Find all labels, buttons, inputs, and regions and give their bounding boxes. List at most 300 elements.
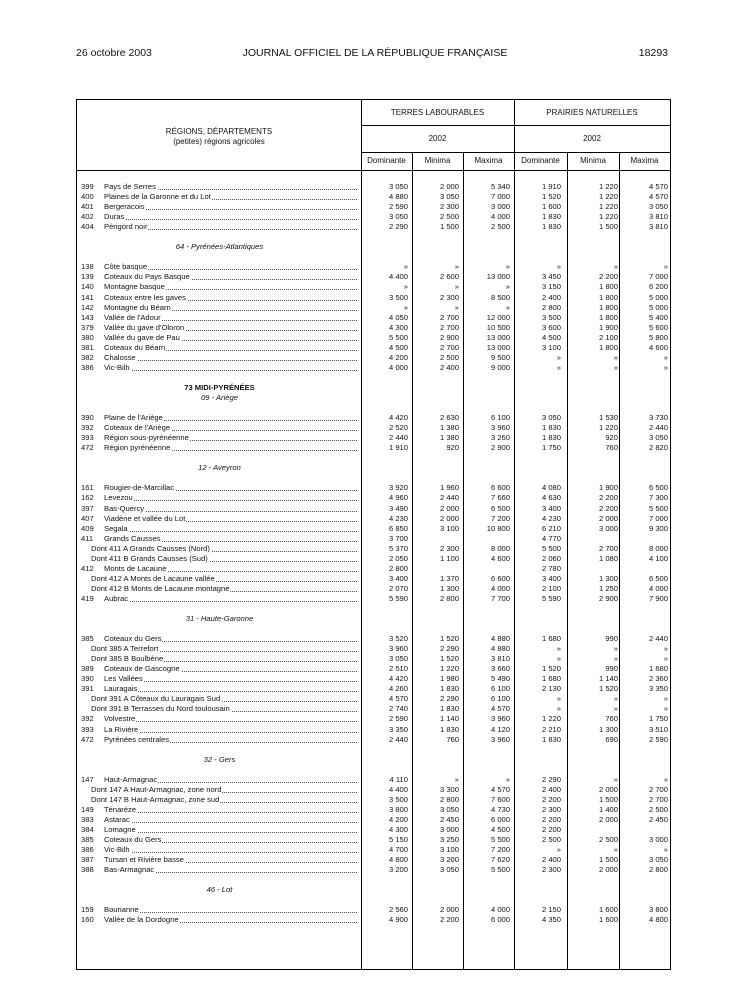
value-cell: 3 490 (388, 503, 408, 513)
value-cell: » (663, 845, 668, 855)
value-cell: 2 590 (648, 734, 668, 744)
value-cell: 1 800 (598, 292, 618, 302)
value-cell: » (663, 352, 668, 362)
region-label (104, 323, 357, 333)
table-row (77, 855, 670, 865)
value-cell: 2 510 (388, 664, 408, 674)
value-cell: 1 800 (598, 342, 618, 352)
region-label-text: Région pyrénéenne (104, 443, 171, 453)
value-cell: 7 900 (648, 593, 668, 603)
value-cell: 3 350 (388, 724, 408, 734)
region-label-text: Dont 411 A Grands Causses (Nord) (91, 543, 210, 553)
region-label (104, 293, 357, 303)
value-cell: 2 300 (439, 292, 459, 302)
value-cell: 2 800 (439, 794, 459, 804)
value-cell: 2 900 (490, 443, 510, 453)
region-label-text: Bas-Armagnac (104, 865, 155, 875)
region-label (104, 534, 357, 544)
value-cell: 3 300 (439, 784, 459, 794)
value-cell: 1 960 (439, 483, 459, 493)
region-label-text: Duras (104, 212, 125, 222)
value-cell: 3 050 (541, 413, 561, 423)
region-label-text: Lauragais (104, 684, 138, 694)
value-cell: 2 200 (598, 493, 618, 503)
region-label (104, 353, 357, 363)
region-heading (77, 383, 670, 393)
table-row (77, 282, 670, 292)
value-cell: » (613, 845, 618, 855)
value-cell: 2 500 (439, 352, 459, 362)
region-label (104, 564, 357, 574)
value-cell: 3 920 (388, 483, 408, 493)
value-cell: 1 250 (598, 583, 618, 593)
region-code: 159 (81, 905, 94, 915)
region-label-text: Dont 391 B Terrasses du Nord toulousain (91, 704, 230, 714)
region-label (104, 413, 357, 423)
region-label (104, 483, 357, 493)
value-cell: 1 830 (541, 734, 561, 744)
value-cell: 1 500 (598, 222, 618, 232)
value-cell: 5 500 (490, 865, 510, 875)
region-label (104, 684, 357, 694)
region-label-text: Pays de Serres (104, 182, 156, 191)
value-cell: 1 750 (648, 714, 668, 724)
blank-row (77, 453, 670, 463)
table-row (77, 363, 670, 373)
value-cell: » (556, 352, 561, 362)
region-code: 409 (81, 523, 94, 533)
region-code: 149 (81, 804, 94, 814)
value-cell: 1 370 (439, 573, 459, 583)
value-cell: 2 300 (541, 865, 561, 875)
header-bottom-rule (77, 170, 670, 171)
value-cell: 13 000 (486, 332, 510, 342)
value-cell: 4 570 (490, 704, 510, 714)
region-code: 385 (81, 835, 94, 845)
region-label-text: Coteaux du Pays Basque (104, 272, 190, 282)
value-cell: 6 500 (490, 503, 510, 513)
value-cell: 2 200 (598, 503, 618, 513)
value-cell: 5 400 (648, 312, 668, 322)
value-cell: 3 000 (439, 825, 459, 834)
col-header: Dominante (521, 156, 560, 165)
value-cell: 3 960 (490, 734, 510, 744)
region-label-text: Grands Causses (104, 533, 161, 543)
col-header: Minima (580, 156, 606, 165)
blank-row (77, 373, 670, 383)
value-cell: 3 700 (388, 533, 408, 543)
region-label-text: Coteaux du Béarn (104, 342, 166, 352)
region-label-text: Vallée du gave de Pau (104, 332, 180, 342)
value-cell: 3 250 (439, 835, 459, 845)
value-cell: 1 220 (598, 212, 618, 222)
table-row (77, 564, 670, 574)
region-label (104, 423, 357, 433)
region-label (104, 443, 357, 453)
value-cell: 2 300 (439, 202, 459, 212)
value-cell: 2 400 (541, 855, 561, 865)
region-code: 141 (81, 292, 94, 302)
region-label-text: Vic-Bilh (104, 845, 130, 855)
region-label-text: Dont 147 A Haut-Armagnac, zone nord (91, 784, 222, 794)
value-cell: 3 100 (439, 845, 459, 855)
value-cell: 690 (605, 734, 618, 744)
value-cell: 1 900 (598, 322, 618, 332)
value-cell: 3 050 (648, 855, 668, 865)
value-cell: 6 100 (490, 413, 510, 423)
department-heading (77, 755, 670, 765)
region-code: 143 (81, 312, 94, 322)
value-cell: 3 050 (388, 212, 408, 222)
value-cell: 2 800 (648, 865, 668, 875)
value-cell: 4 600 (648, 342, 668, 352)
value-cell: 2 000 (598, 814, 618, 824)
value-cell: 1 800 (598, 282, 618, 292)
value-cell: 5 600 (648, 322, 668, 332)
department-heading (77, 463, 670, 473)
value-cell: 1 830 (439, 684, 459, 694)
region-label-text: Lomagne (104, 825, 136, 834)
region-label (104, 493, 357, 503)
region-label (104, 202, 357, 212)
value-cell: 3 000 (598, 523, 618, 533)
value-cell: 4 230 (541, 513, 561, 523)
value-cell: 1 500 (598, 855, 618, 865)
value-cell: 6 500 (648, 573, 668, 583)
value-cell: 2 800 (439, 593, 459, 603)
region-label (104, 182, 357, 192)
region-label (104, 855, 357, 865)
value-cell: 3 400 (541, 573, 561, 583)
region-label-text: Côte basque (104, 262, 148, 272)
stub-title: RÉGIONS, DÉPARTEMENTS (165, 127, 273, 136)
region-label (91, 574, 357, 584)
region-label (104, 313, 357, 323)
value-cell: 3 960 (490, 714, 510, 724)
heading-label: 46 - Lot (206, 885, 233, 895)
value-cell: 1 220 (439, 664, 459, 674)
value-cell: 1 680 (648, 664, 668, 674)
value-cell: 1 140 (439, 714, 459, 724)
value-cell: 2 290 (541, 774, 561, 784)
region-label (104, 634, 357, 644)
value-cell: 1 220 (598, 192, 618, 202)
value-cell: 2 900 (598, 593, 618, 603)
table-row (77, 443, 670, 453)
value-cell: 3 800 (648, 905, 668, 915)
region-label (104, 514, 357, 524)
value-cell: 1 500 (439, 222, 459, 232)
value-cell: 3 510 (648, 724, 668, 734)
region-label (104, 714, 357, 724)
region-code: 402 (81, 212, 94, 222)
table-row (77, 524, 670, 534)
table-row (77, 222, 670, 232)
value-cell: 1 680 (541, 634, 561, 644)
region-code: 382 (81, 352, 94, 362)
value-cell: 3 350 (648, 684, 668, 694)
value-cell: 2 700 (598, 543, 618, 553)
region-code: 401 (81, 202, 94, 212)
value-cell: 1 830 (439, 704, 459, 714)
region-label-text: Monts de Lacaune (104, 563, 167, 573)
value-cell: 2 700 (439, 342, 459, 352)
table-row (77, 865, 670, 875)
value-cell: 4 300 (388, 825, 408, 834)
region-code: 147 (81, 774, 94, 784)
value-cell: 1 080 (598, 553, 618, 563)
department-heading (77, 242, 670, 252)
region-label-text: Dont 412 B Monts de Lacaune montagne (91, 583, 230, 593)
value-cell: 3 050 (648, 202, 668, 212)
value-cell: 2 780 (541, 563, 561, 573)
value-cell: 1 400 (598, 804, 618, 814)
value-cell: 2 740 (388, 704, 408, 714)
region-code: 399 (81, 182, 94, 191)
region-label (104, 805, 357, 815)
value-cell: 5 500 (490, 835, 510, 845)
value-cell: 4 570 (388, 694, 408, 704)
value-cell: » (505, 282, 510, 292)
value-cell: 5 500 (648, 503, 668, 513)
region-label (104, 363, 357, 373)
group-header-terres: TERRES LABOURABLES (390, 108, 485, 117)
region-label-text: Bourianne (104, 905, 139, 915)
header-date: 26 octobre 2003 (76, 47, 152, 59)
value-cell: » (454, 774, 459, 784)
value-cell: 13 000 (486, 272, 510, 282)
value-cell: 2 150 (541, 905, 561, 915)
value-cell: 3 500 (388, 794, 408, 804)
value-cell: 1 530 (598, 413, 618, 423)
value-cell: 4 300 (388, 322, 408, 332)
table-subrow (77, 785, 670, 795)
value-cell: 10 500 (486, 322, 510, 332)
region-label-text: Rougier-de-Marcillac (104, 483, 175, 493)
region-label-text: Dont 411 B Grands Causses (Sud) (91, 553, 208, 563)
value-cell: 4 230 (388, 513, 408, 523)
table-row (77, 514, 670, 524)
region-label (104, 504, 357, 514)
value-cell: 1 520 (598, 684, 618, 694)
value-cell: 1 300 (439, 583, 459, 593)
region-label-text: Aubrac (104, 593, 129, 603)
value-cell: 8 000 (490, 543, 510, 553)
table-row (77, 182, 670, 192)
value-cell: 1 300 (598, 724, 618, 734)
value-cell: 2 200 (439, 915, 459, 925)
value-cell: 5 800 (648, 332, 668, 342)
table-subrow (77, 584, 670, 594)
value-cell: 1 220 (541, 714, 561, 724)
table-row (77, 664, 670, 674)
heading-label: 64 - Pyrénées-Atlantiques (175, 242, 264, 252)
region-label-text: Vallée de la Dordogne (104, 915, 179, 925)
table-row (77, 504, 670, 514)
value-cell: » (613, 352, 618, 362)
value-cell: » (556, 644, 561, 654)
table-row (77, 674, 670, 684)
value-cell: 3 810 (490, 654, 510, 664)
region-code: 392 (81, 423, 94, 433)
value-cell: 4 000 (648, 583, 668, 593)
value-cell: 2 400 (439, 362, 459, 372)
value-cell: 2 800 (388, 563, 408, 573)
value-cell: 3 050 (388, 654, 408, 664)
region-label (104, 664, 357, 674)
table-subrow (77, 574, 670, 584)
value-cell: 5 150 (388, 835, 408, 845)
value-cell: 4 120 (490, 724, 510, 734)
value-cell: 2 450 (648, 814, 668, 824)
value-cell: 4 050 (388, 312, 408, 322)
value-cell: 2 000 (598, 865, 618, 875)
table-row (77, 725, 670, 735)
region-code: 404 (81, 222, 94, 232)
region-label (91, 644, 357, 654)
value-cell: 5 490 (490, 674, 510, 684)
value-cell: 1 380 (439, 433, 459, 443)
region-label (104, 282, 357, 292)
region-code: 162 (81, 493, 94, 503)
value-cell: 2 800 (541, 302, 561, 312)
value-cell: » (454, 262, 459, 272)
table-row (77, 845, 670, 855)
value-cell: 1 220 (598, 423, 618, 433)
region-code: 380 (81, 332, 94, 342)
region-label-text: Périgord noir (104, 222, 148, 232)
value-cell: 1 600 (598, 915, 618, 925)
value-cell: 1 900 (598, 483, 618, 493)
value-cell: 990 (605, 664, 618, 674)
heading-label: 12 - Aveyron (198, 463, 241, 473)
value-cell: 2 200 (598, 272, 618, 282)
table-row (77, 212, 670, 222)
value-cell: 2 000 (439, 905, 459, 915)
region-label-text: Pyrénées centrales (104, 734, 170, 744)
value-cell: 8 000 (648, 543, 668, 553)
region-label (91, 544, 357, 554)
value-cell: 2 560 (388, 905, 408, 915)
region-label-text: Dont 147 B Haut-Armagnac, zone sud (91, 794, 220, 804)
table-row (77, 262, 670, 272)
value-cell: 3 450 (541, 272, 561, 282)
table-row (77, 303, 670, 313)
region-label-text: Levezou (104, 493, 133, 503)
value-cell: 920 (605, 433, 618, 443)
value-cell: 2 440 (648, 634, 668, 644)
value-cell: 1 910 (541, 182, 561, 191)
value-cell: 3 810 (648, 222, 668, 232)
region-code: 392 (81, 714, 94, 724)
region-label-text: La Rivière (104, 724, 139, 734)
table-row (77, 313, 670, 323)
value-cell: 2 050 (388, 553, 408, 563)
blank-row (77, 252, 670, 262)
value-cell: 2 500 (541, 835, 561, 845)
value-cell: 1 830 (541, 433, 561, 443)
table-row (77, 775, 670, 785)
region-label (104, 725, 357, 735)
region-label-text: Montagne basque (104, 282, 165, 292)
value-cell: 3 810 (648, 212, 668, 222)
value-cell: 6 210 (541, 523, 561, 533)
value-cell: » (613, 362, 618, 372)
region-label (104, 735, 357, 745)
value-cell: 6 600 (490, 573, 510, 583)
value-cell: 7 200 (490, 845, 510, 855)
value-cell: 3 960 (388, 644, 408, 654)
value-cell: 1 380 (439, 423, 459, 433)
table-row (77, 202, 670, 212)
value-cell: 1 680 (541, 674, 561, 684)
table-row (77, 915, 670, 925)
value-cell: 4 500 (541, 332, 561, 342)
value-cell: 4 600 (490, 553, 510, 563)
value-cell: 7 600 (490, 794, 510, 804)
year-header: 2002 (428, 134, 447, 143)
value-cell: 2 700 (648, 794, 668, 804)
region-label (104, 433, 357, 443)
value-cell: 1 750 (541, 443, 561, 453)
year-header: 2002 (583, 134, 601, 143)
value-cell: 3 500 (388, 292, 408, 302)
region-code: 379 (81, 322, 94, 332)
region-label-text: Bas-Quercy (104, 503, 145, 513)
value-cell: 7 300 (648, 493, 668, 503)
value-cell: 1 600 (598, 905, 618, 915)
header-title: JOURNAL OFFICIEL DE LA RÉPUBLIQUE FRANÇAISE (242, 47, 508, 59)
value-cell: 1 910 (388, 443, 408, 453)
region-label-text: Viadène et vallée du Lot (104, 513, 186, 523)
region-label (91, 704, 357, 714)
value-cell: 3 050 (388, 182, 408, 191)
region-label-text: Astarac (104, 814, 130, 824)
value-cell: » (505, 302, 510, 312)
value-cell: 2 300 (439, 543, 459, 553)
value-cell: 3 260 (490, 433, 510, 443)
value-cell: 4 630 (541, 493, 561, 503)
region-label (104, 524, 357, 534)
value-cell: » (556, 694, 561, 704)
value-cell: 9 500 (490, 352, 510, 362)
value-cell: 6 850 (388, 523, 408, 533)
region-label (104, 343, 357, 353)
region-label-text: Ténarèze (104, 804, 137, 814)
region-label (91, 795, 357, 805)
region-code: 472 (81, 734, 94, 744)
value-cell: 2 700 (439, 322, 459, 332)
value-cell: 2 500 (598, 835, 618, 845)
region-code: 390 (81, 413, 94, 423)
region-code: 388 (81, 865, 94, 875)
region-label (104, 594, 357, 604)
value-cell: » (663, 262, 668, 272)
value-cell: 3 050 (439, 865, 459, 875)
value-cell: 13 000 (486, 342, 510, 352)
region-code: 385 (81, 634, 94, 644)
region-code: 419 (81, 593, 94, 603)
value-cell: 10 800 (486, 523, 510, 533)
region-label (104, 192, 357, 202)
region-code: 400 (81, 192, 94, 202)
region-code: 412 (81, 563, 94, 573)
region-label (104, 222, 357, 232)
table-subrow (77, 704, 670, 714)
value-cell: 2 000 (598, 784, 618, 794)
value-cell: 3 050 (648, 433, 668, 443)
value-cell: 2 600 (439, 272, 459, 282)
